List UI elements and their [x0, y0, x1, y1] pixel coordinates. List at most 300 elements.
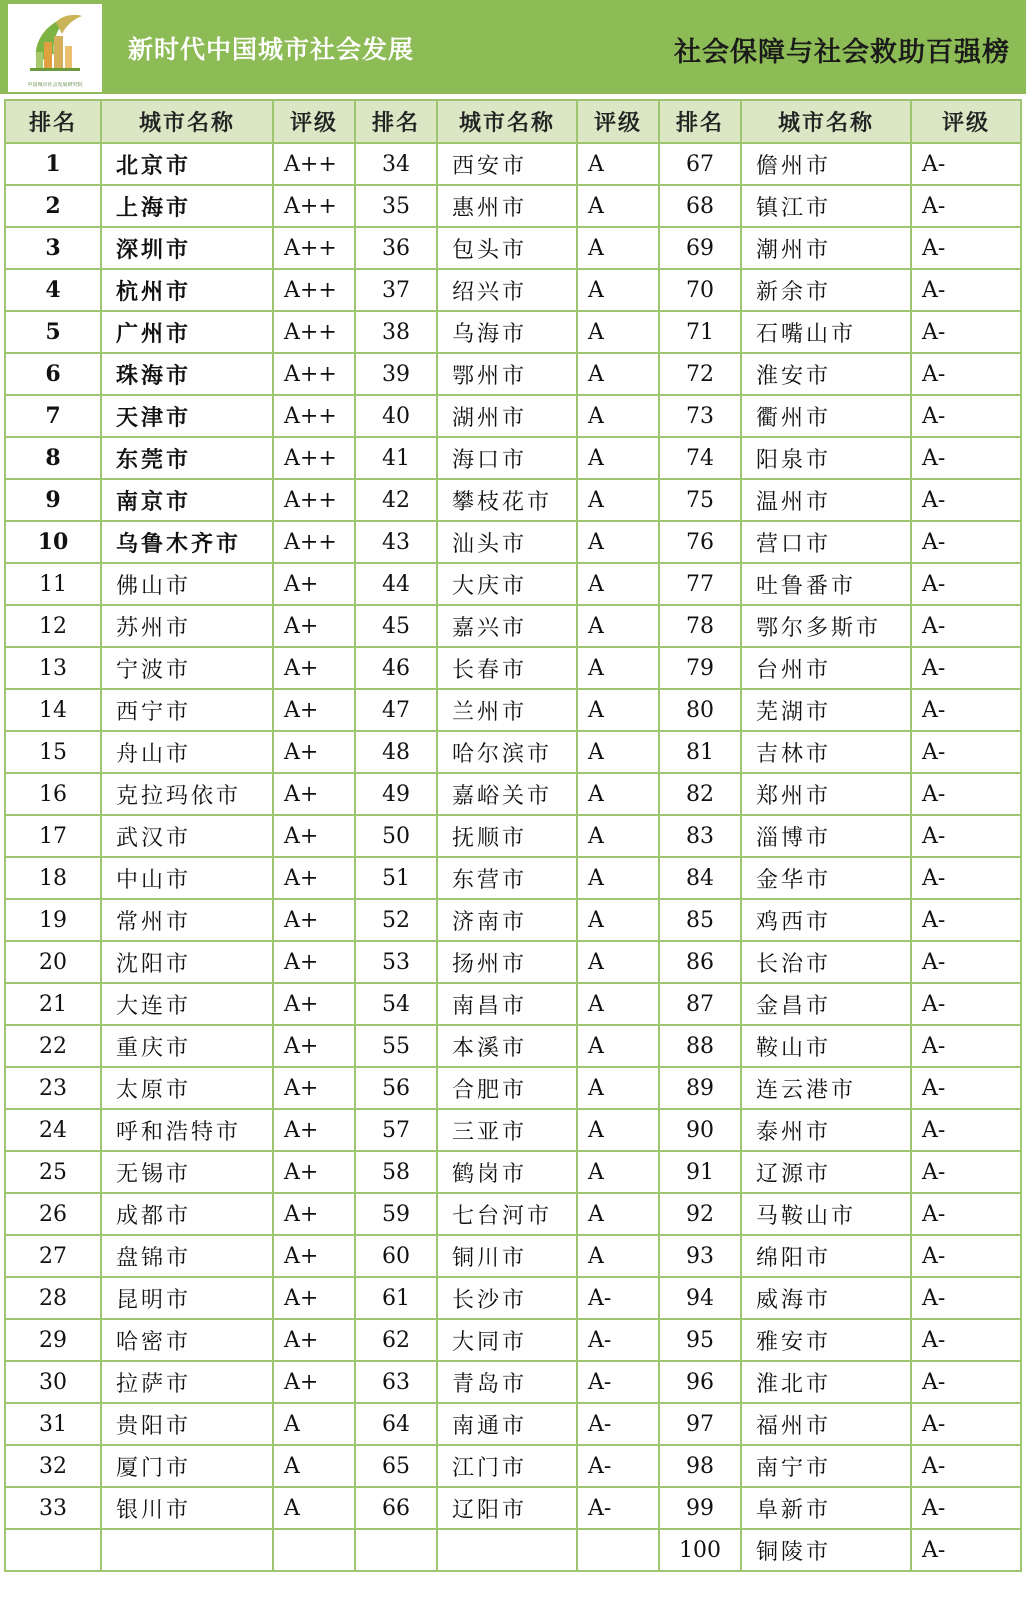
grade-cell: A [577, 227, 659, 269]
grade-cell: A+ [273, 689, 355, 731]
table-row [5, 143, 1021, 185]
city-cell: 扬州市 [437, 941, 577, 983]
rank-cell: 23 [5, 1067, 101, 1109]
grade-cell: A++ [273, 521, 355, 563]
grade-cell: A [577, 269, 659, 311]
city-cell: 拉萨市 [101, 1361, 273, 1403]
grade-cell: A [577, 689, 659, 731]
grade-cell: A- [911, 1487, 1021, 1529]
rank-cell: 81 [659, 731, 741, 773]
rank-cell: 39 [355, 353, 437, 395]
table-row [5, 941, 1021, 983]
grade-cell: A [577, 1151, 659, 1193]
city-cell: 成都市 [101, 1193, 273, 1235]
city-cell: 哈尔滨市 [437, 731, 577, 773]
city-cell: 辽源市 [741, 1151, 911, 1193]
grade-cell: A- [911, 269, 1021, 311]
grade-cell: A- [577, 1487, 659, 1529]
city-cell: 南昌市 [437, 983, 577, 1025]
grade-cell: A [577, 521, 659, 563]
title-banner [0, 0, 1026, 96]
grade-cell: A- [911, 353, 1021, 395]
rank-cell: 50 [355, 815, 437, 857]
rank-cell: 88 [659, 1025, 741, 1067]
table-row [5, 1151, 1021, 1193]
city-cell: 大连市 [101, 983, 273, 1025]
grade-cell: A [577, 1193, 659, 1235]
grade-cell: A- [911, 1067, 1021, 1109]
grade-cell: A [577, 311, 659, 353]
grade-cell: A++ [273, 185, 355, 227]
column-header-rank: 排名 [5, 100, 101, 143]
grade-cell: A+ [273, 1151, 355, 1193]
rank-cell: 85 [659, 899, 741, 941]
city-cell: 苏州市 [101, 605, 273, 647]
city-cell: 合肥市 [437, 1067, 577, 1109]
rank-cell: 84 [659, 857, 741, 899]
rank-cell: 60 [355, 1235, 437, 1277]
city-cell: 江门市 [437, 1445, 577, 1487]
table-row [5, 731, 1021, 773]
city-cell: 惠州市 [437, 185, 577, 227]
rank-cell: 29 [5, 1319, 101, 1361]
table-row [5, 1277, 1021, 1319]
grade-cell: A- [911, 899, 1021, 941]
city-cell [101, 1529, 273, 1571]
city-cell: 金昌市 [741, 983, 911, 1025]
grade-cell: A [577, 143, 659, 185]
rank-cell: 28 [5, 1277, 101, 1319]
table-row [5, 227, 1021, 269]
city-cell: 三亚市 [437, 1109, 577, 1151]
city-cell: 铜川市 [437, 1235, 577, 1277]
grade-cell: A [577, 1025, 659, 1067]
rank-cell: 47 [355, 689, 437, 731]
city-cell: 福州市 [741, 1403, 911, 1445]
city-cell: 马鞍山市 [741, 1193, 911, 1235]
city-cell: 北京市 [101, 143, 273, 185]
rank-cell: 70 [659, 269, 741, 311]
column-header-rank: 排名 [355, 100, 437, 143]
grade-cell: A+ [273, 773, 355, 815]
table-row [5, 1529, 1021, 1571]
grade-cell: A++ [273, 311, 355, 353]
grade-cell: A+ [273, 815, 355, 857]
rank-cell: 25 [5, 1151, 101, 1193]
grade-cell: A- [911, 941, 1021, 983]
grade-cell: A [577, 899, 659, 941]
rank-cell: 96 [659, 1361, 741, 1403]
city-cell: 大同市 [437, 1319, 577, 1361]
grade-cell: A- [911, 479, 1021, 521]
rank-cell: 92 [659, 1193, 741, 1235]
city-cell: 上海市 [101, 185, 273, 227]
grade-cell: A+ [273, 605, 355, 647]
city-cell: 克拉玛依市 [101, 773, 273, 815]
grade-cell: A [577, 395, 659, 437]
rank-cell: 36 [355, 227, 437, 269]
city-cell: 新余市 [741, 269, 911, 311]
grade-cell: A+ [273, 1193, 355, 1235]
city-cell: 银川市 [101, 1487, 273, 1529]
rank-cell: 83 [659, 815, 741, 857]
city-cell: 营口市 [741, 521, 911, 563]
rank-cell: 26 [5, 1193, 101, 1235]
grade-cell: A [577, 185, 659, 227]
column-header-grade: 评级 [911, 100, 1021, 143]
rank-cell: 62 [355, 1319, 437, 1361]
grade-cell: A- [911, 1445, 1021, 1487]
city-cell: 青岛市 [437, 1361, 577, 1403]
rank-cell: 64 [355, 1403, 437, 1445]
table-row [5, 773, 1021, 815]
grade-cell: A+ [273, 857, 355, 899]
city-cell: 辽阳市 [437, 1487, 577, 1529]
rank-cell: 12 [5, 605, 101, 647]
table-row [5, 1319, 1021, 1361]
grade-cell: A- [911, 815, 1021, 857]
table-row [5, 563, 1021, 605]
city-cell: 温州市 [741, 479, 911, 521]
grade-cell: A- [911, 1319, 1021, 1361]
city-cell: 长沙市 [437, 1277, 577, 1319]
rank-cell: 6 [5, 353, 101, 395]
column-header-rank: 排名 [659, 100, 741, 143]
rank-cell: 56 [355, 1067, 437, 1109]
rank-cell: 41 [355, 437, 437, 479]
city-cell: 沈阳市 [101, 941, 273, 983]
city-cell: 兰州市 [437, 689, 577, 731]
rank-cell: 46 [355, 647, 437, 689]
rank-cell: 5 [5, 311, 101, 353]
banner-subtitle: 新时代中国城市社会发展 [128, 35, 415, 64]
table-row [5, 857, 1021, 899]
grade-cell: A [577, 773, 659, 815]
grade-cell: A- [911, 1109, 1021, 1151]
grade-cell: A- [911, 1193, 1021, 1235]
grade-cell: A [577, 941, 659, 983]
rank-cell: 71 [659, 311, 741, 353]
rank-cell: 65 [355, 1445, 437, 1487]
page-title: 社会保障与社会救助百强榜 [674, 37, 1010, 68]
rank-cell: 89 [659, 1067, 741, 1109]
rank-cell: 40 [355, 395, 437, 437]
city-cell [437, 1529, 577, 1571]
city-cell: 东莞市 [101, 437, 273, 479]
city-cell: 淮安市 [741, 353, 911, 395]
table-row [5, 353, 1021, 395]
city-cell: 舟山市 [101, 731, 273, 773]
city-cell: 嘉兴市 [437, 605, 577, 647]
city-cell: 嘉峪关市 [437, 773, 577, 815]
city-cell: 长春市 [437, 647, 577, 689]
rank-cell: 82 [659, 773, 741, 815]
grade-cell: A+ [273, 1361, 355, 1403]
city-cell: 鸡西市 [741, 899, 911, 941]
city-cell: 七台河市 [437, 1193, 577, 1235]
grade-cell: A- [577, 1277, 659, 1319]
table-row [5, 1067, 1021, 1109]
city-cell: 泰州市 [741, 1109, 911, 1151]
rank-cell: 100 [659, 1529, 741, 1571]
grade-cell: A [273, 1487, 355, 1529]
rank-cell: 11 [5, 563, 101, 605]
city-cell: 无锡市 [101, 1151, 273, 1193]
city-cell: 台州市 [741, 647, 911, 689]
city-cell: 贵阳市 [101, 1403, 273, 1445]
rank-cell: 99 [659, 1487, 741, 1529]
grade-cell: A [577, 815, 659, 857]
grade-cell: A [577, 983, 659, 1025]
city-cell: 济南市 [437, 899, 577, 941]
grade-cell: A+ [273, 1025, 355, 1067]
rank-cell: 86 [659, 941, 741, 983]
table-row [5, 269, 1021, 311]
rank-cell: 90 [659, 1109, 741, 1151]
rank-cell: 97 [659, 1403, 741, 1445]
rank-cell: 91 [659, 1151, 741, 1193]
city-cell: 攀枝花市 [437, 479, 577, 521]
city-cell: 衢州市 [741, 395, 911, 437]
grade-cell: A- [911, 311, 1021, 353]
institute-logo [8, 4, 102, 92]
rank-cell: 15 [5, 731, 101, 773]
grade-cell: A+ [273, 1235, 355, 1277]
rank-cell: 93 [659, 1235, 741, 1277]
city-cell: 淄博市 [741, 815, 911, 857]
grade-cell: A [577, 857, 659, 899]
city-cell: 昆明市 [101, 1277, 273, 1319]
grade-cell: A [273, 1403, 355, 1445]
rank-cell: 68 [659, 185, 741, 227]
grade-cell: A++ [273, 395, 355, 437]
city-cell: 鄂尔多斯市 [741, 605, 911, 647]
city-cell: 威海市 [741, 1277, 911, 1319]
rank-cell: 74 [659, 437, 741, 479]
ranking-table [4, 99, 1022, 1572]
city-cell: 东营市 [437, 857, 577, 899]
grade-cell: A- [577, 1361, 659, 1403]
table-row [5, 1025, 1021, 1067]
city-cell: 镇江市 [741, 185, 911, 227]
city-cell: 连云港市 [741, 1067, 911, 1109]
table-header-row [5, 100, 1021, 143]
grade-cell: A [577, 563, 659, 605]
rank-cell [5, 1529, 101, 1571]
rank-cell: 9 [5, 479, 101, 521]
table-row [5, 1193, 1021, 1235]
rank-cell: 57 [355, 1109, 437, 1151]
rank-cell: 79 [659, 647, 741, 689]
rank-cell: 59 [355, 1193, 437, 1235]
table-row [5, 647, 1021, 689]
rank-cell: 19 [5, 899, 101, 941]
city-cell: 常州市 [101, 899, 273, 941]
grade-cell: A- [911, 521, 1021, 563]
table-body [5, 143, 1021, 1571]
rank-cell: 14 [5, 689, 101, 731]
logo-icon [8, 4, 102, 92]
city-cell: 本溪市 [437, 1025, 577, 1067]
grade-cell: A- [911, 563, 1021, 605]
grade-cell: A+ [273, 1109, 355, 1151]
grade-cell: A- [911, 1025, 1021, 1067]
grade-cell: A- [911, 647, 1021, 689]
grade-cell: A- [577, 1403, 659, 1445]
grade-cell: A+ [273, 941, 355, 983]
rank-cell: 35 [355, 185, 437, 227]
rank-cell: 95 [659, 1319, 741, 1361]
grade-cell: A- [577, 1445, 659, 1487]
column-header-city: 城市名称 [741, 100, 911, 143]
rank-cell [355, 1529, 437, 1571]
city-cell: 淮北市 [741, 1361, 911, 1403]
city-cell: 宁波市 [101, 647, 273, 689]
table-row [5, 1403, 1021, 1445]
grade-cell: A++ [273, 479, 355, 521]
city-cell: 太原市 [101, 1067, 273, 1109]
grade-cell: A [577, 605, 659, 647]
grade-cell: A [577, 479, 659, 521]
grade-cell: A [577, 437, 659, 479]
city-cell: 南通市 [437, 1403, 577, 1445]
city-cell: 铜陵市 [741, 1529, 911, 1571]
city-cell: 鹤岗市 [437, 1151, 577, 1193]
rank-cell: 37 [355, 269, 437, 311]
grade-cell: A- [911, 1277, 1021, 1319]
rank-cell: 58 [355, 1151, 437, 1193]
city-cell: 鄂州市 [437, 353, 577, 395]
rank-cell: 17 [5, 815, 101, 857]
grade-cell: A- [911, 605, 1021, 647]
grade-cell: A+ [273, 899, 355, 941]
table-row [5, 689, 1021, 731]
city-cell: 海口市 [437, 437, 577, 479]
grade-cell: A- [911, 1403, 1021, 1445]
rank-cell: 76 [659, 521, 741, 563]
rank-cell: 87 [659, 983, 741, 1025]
rank-cell: 77 [659, 563, 741, 605]
city-cell: 儋州市 [741, 143, 911, 185]
city-cell: 抚顺市 [437, 815, 577, 857]
grade-cell: A [577, 1235, 659, 1277]
grade-cell: A- [911, 689, 1021, 731]
city-cell: 雅安市 [741, 1319, 911, 1361]
grade-cell: A [577, 731, 659, 773]
grade-cell: A+ [273, 647, 355, 689]
grade-cell: A++ [273, 227, 355, 269]
rank-cell: 43 [355, 521, 437, 563]
rank-cell: 13 [5, 647, 101, 689]
rank-cell: 54 [355, 983, 437, 1025]
city-cell: 南京市 [101, 479, 273, 521]
rank-cell: 2 [5, 185, 101, 227]
rank-cell: 10 [5, 521, 101, 563]
table-row [5, 521, 1021, 563]
column-header-city: 城市名称 [101, 100, 273, 143]
city-cell: 鞍山市 [741, 1025, 911, 1067]
city-cell: 武汉市 [101, 815, 273, 857]
table-row [5, 1487, 1021, 1529]
city-cell: 中山市 [101, 857, 273, 899]
rank-cell: 73 [659, 395, 741, 437]
rank-cell: 53 [355, 941, 437, 983]
grade-cell: A- [911, 185, 1021, 227]
rank-cell: 67 [659, 143, 741, 185]
grade-cell: A+ [273, 563, 355, 605]
city-cell: 哈密市 [101, 1319, 273, 1361]
city-cell: 金华市 [741, 857, 911, 899]
rank-cell: 63 [355, 1361, 437, 1403]
rank-cell: 20 [5, 941, 101, 983]
rank-cell: 42 [355, 479, 437, 521]
city-cell: 珠海市 [101, 353, 273, 395]
grade-cell: A- [911, 227, 1021, 269]
grade-cell: A- [911, 773, 1021, 815]
city-cell: 绍兴市 [437, 269, 577, 311]
table-row [5, 311, 1021, 353]
grade-cell: A- [911, 143, 1021, 185]
table-row [5, 983, 1021, 1025]
table-row [5, 899, 1021, 941]
rank-cell: 16 [5, 773, 101, 815]
grade-cell: A [577, 1109, 659, 1151]
grade-cell [273, 1529, 355, 1571]
table-row [5, 1109, 1021, 1151]
city-cell: 深圳市 [101, 227, 273, 269]
city-cell: 阳泉市 [741, 437, 911, 479]
city-cell: 重庆市 [101, 1025, 273, 1067]
grade-cell: A++ [273, 437, 355, 479]
city-cell: 吐鲁番市 [741, 563, 911, 605]
grade-cell: A- [911, 857, 1021, 899]
rank-cell: 22 [5, 1025, 101, 1067]
rank-cell: 78 [659, 605, 741, 647]
rank-cell: 31 [5, 1403, 101, 1445]
city-cell: 包头市 [437, 227, 577, 269]
city-cell: 吉林市 [741, 731, 911, 773]
rank-cell: 66 [355, 1487, 437, 1529]
city-cell: 广州市 [101, 311, 273, 353]
grade-cell: A [577, 353, 659, 395]
grade-cell: A- [911, 983, 1021, 1025]
rank-cell: 1 [5, 143, 101, 185]
rank-cell: 80 [659, 689, 741, 731]
column-header-grade: 评级 [273, 100, 355, 143]
rank-cell: 75 [659, 479, 741, 521]
grade-cell [577, 1529, 659, 1571]
rank-cell: 48 [355, 731, 437, 773]
table-row [5, 185, 1021, 227]
rank-cell: 98 [659, 1445, 741, 1487]
rank-cell: 69 [659, 227, 741, 269]
city-cell: 绵阳市 [741, 1235, 911, 1277]
rank-cell: 21 [5, 983, 101, 1025]
city-cell: 郑州市 [741, 773, 911, 815]
grade-cell: A [577, 1067, 659, 1109]
rank-cell: 32 [5, 1445, 101, 1487]
grade-cell: A+ [273, 1319, 355, 1361]
table-row [5, 1445, 1021, 1487]
city-cell: 阜新市 [741, 1487, 911, 1529]
grade-cell: A+ [273, 983, 355, 1025]
city-cell: 石嘴山市 [741, 311, 911, 353]
grade-cell: A- [911, 1529, 1021, 1571]
grade-cell: A++ [273, 353, 355, 395]
rank-cell: 38 [355, 311, 437, 353]
city-cell: 乌鲁木齐市 [101, 521, 273, 563]
grade-cell: A- [911, 731, 1021, 773]
